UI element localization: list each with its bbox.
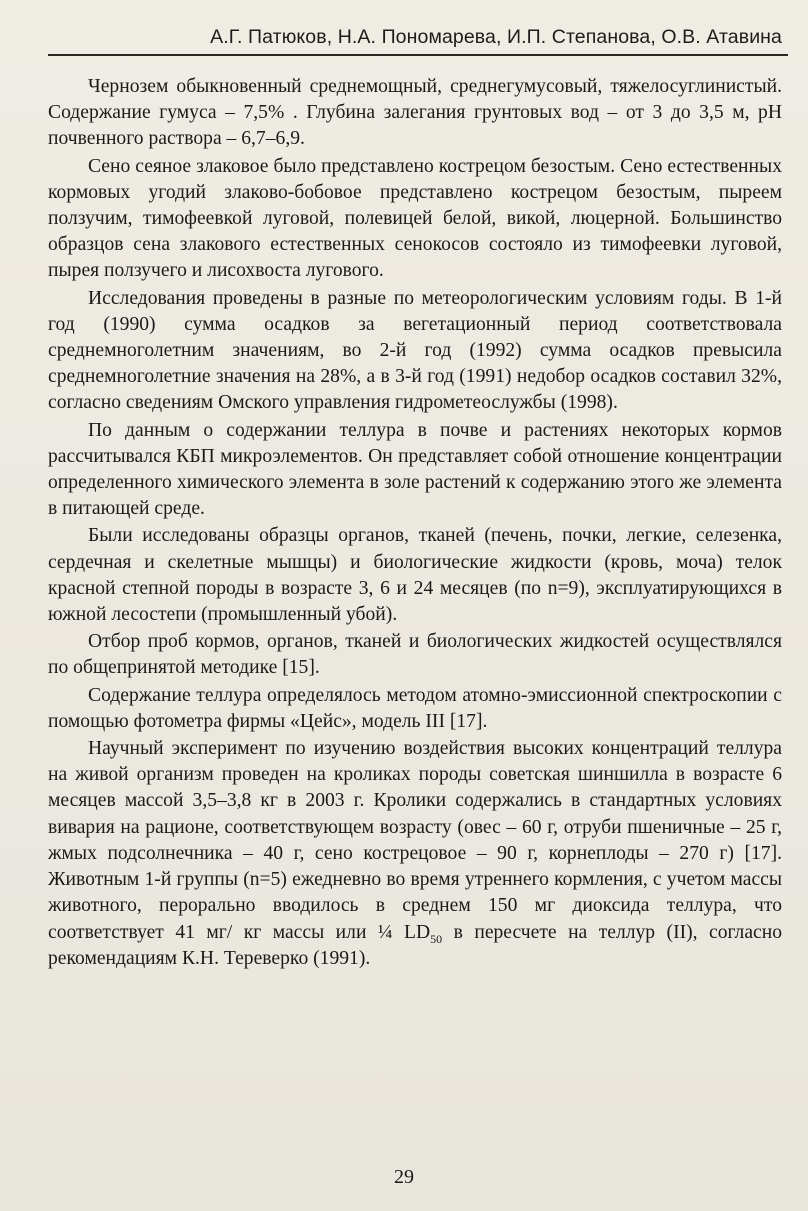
- ld-subscript: 50: [430, 931, 443, 946]
- paragraph-samples: Были исследованы образцы органов, тканей (печень, почки, легкие, селезенка, сердечная и скелетные мышцы) и биологические жидкости (кровь, моча) телок красной степной породы в возрасте 3, 6 и 24 месяцев (по n=9), эксплуатирующихся в южной лесостепи (промышленный убой).: [48, 525, 782, 626]
- paragraph-kbp: По данным о содержании теллура в почве и растениях некоторых кормов рассчитывался КБП микроэлементов. Он представляет собой отношение концентрации определенного химического элемента в золе растений к содержанию этого же элемента в питающей среде.: [48, 419, 782, 520]
- page-number: 29: [394, 1166, 414, 1188]
- paragraph-spectroscopy: Содержание теллура определялось методом атомно-эмиссионной спектроскопии с помощью фотометра фирмы «Цейс», модель III [17].: [48, 684, 782, 732]
- experiment-text: Научный эксперимент по изучению воздействия высоких концентраций теллура на живой организм проведен на кроликах породы советская шиншилла в возрасте 6 месяцев массой 3,5–3,8 кг в 2003 г. Кролики содержались в стандартных условиях вивария на рационе, соответствующем возрасту (овес – 60 г, отруби пшеничные – 25 г, жмых подсолнечника – 40 г, сено кострецовое – 90 г, корнеплоды – 270 г) [17]. Животным 1-й группы (n=5) ежедневно во время утреннего кормления, с учетом массы животного, перорально вводилось в среднем 150 мг диоксида теллура, что соответствует 41 мг/ кг массы или ¼ LD: [48, 738, 782, 943]
- header-authors: А.Г. Патюков, Н.А. Пономарева, И.П. Степанова, О.В. Атавина: [210, 26, 782, 48]
- paragraph-soil: Чернозем обыкновенный среднемощный, среднегумусовый, тяжелосуглинистый. Содержание гумуса – 7,5% . Глубина залегания грунтовых вод – от 3 до 3,5 м, pH почвенного раствора – 6,7–6,9.: [48, 76, 782, 150]
- paragraph-sampling-method: Отбор проб кормов, органов, тканей и биологических жидкостей осуществлялся по общепринятой методике [15].: [48, 631, 782, 679]
- paragraph-weather: Исследования проведены в разные по метеорологическим условиям годы. В 1-й год (1990) сумма осадков за вегетационный период соответствовала среднемноголетним значениям, во 2-й год (1992) сумма осадков превысила среднемноголетние значения на 28%, а в 3-й год (1991) недобор осадков составил 32%, согласно сведениям Омского управления гидрометеослужбы (1998).: [48, 287, 782, 414]
- running-header: [48, 18, 788, 56]
- body-text: [48, 74, 782, 972]
- paragraph-hay: Сено сеяное злаковое было представлено кострецом безостым. Сено естественных кормовых угодий злаково-бобовое представлено кострецом безостым, пыреем ползучим, тимофеевкой луговой, полевицей белой, викой, люцерной. Большинство образцов сена злакового естественных сенокосов состояло из тимофеевки луговой, пырея ползучего и лисохвоста лугового.: [48, 155, 782, 282]
- experiment-text-end: в пересчете на теллур (II), согласно рекомендациям К.Н. Тереверко (1991).: [48, 921, 783, 969]
- paragraph-experiment: [48, 736, 782, 972]
